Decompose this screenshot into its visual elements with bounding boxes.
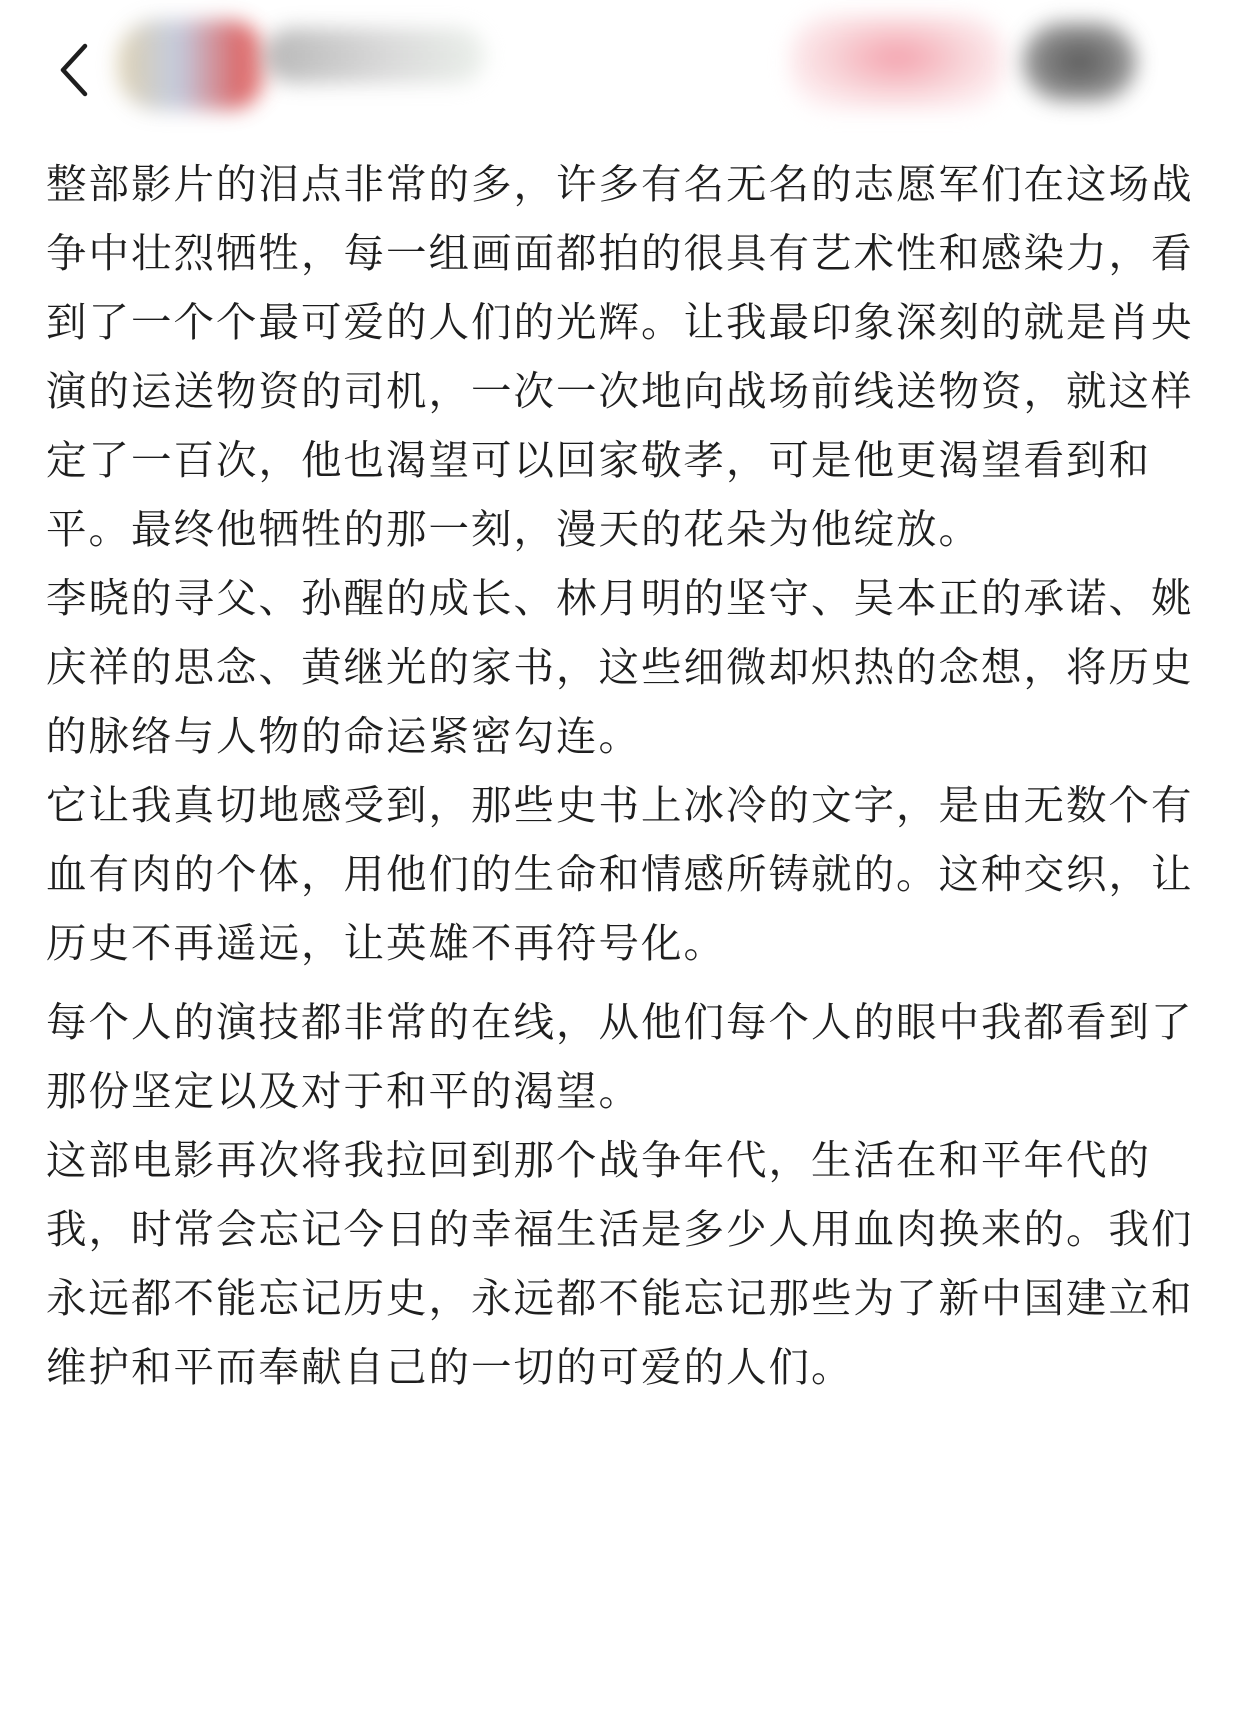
post-paragraph: 整部影片的泪点非常的多，许多有名无名的志愿军们在这场战争中壮烈牺牲，每一组画面都拍的很具有艺术性和感染力，看到了一个个最可爱的人们的光辉。让我最印象深刻的就是肖央演的运送物资的司机，一次一次地向战场前线送物资，就这样定了一百次，他也渴望可以回家敬孝，可是他更渴望看到和平。最终他牺牲的那一刻，漫天的花朵为他绽放。 xyxy=(46,160,1194,553)
back-button[interactable] xyxy=(44,30,104,110)
redacted-more-button[interactable] xyxy=(1022,22,1137,102)
post-paragraph: 它让我真切地感受到，那些史书上冰冷的文字，是由无数个有血有肉的个体，用他们的生命和情感所铸就的。这种交织，让历史不再遥远，让英雄不再符号化。 xyxy=(46,781,1194,967)
post-paragraph: 李晓的寻父、孙醒的成长、林月明的坚守、吴本正的承诺、姚庆祥的思念、黄继光的家书，这些细微却炽热的念想，将历史的脉络与人物的命运紧密勾连。 xyxy=(46,574,1194,760)
top-bar xyxy=(0,0,1242,150)
post-paragraph: 这部电影再次将我拉回到那个战争年代，生活在和平年代的我，时常会忘记今日的幸福生活是多少人用血肉换来的。我们永远都不能忘记历史，永远都不能忘记那些为了新中国建立和维护和平而奉献自己的一切的可爱的人们。 xyxy=(46,1136,1194,1391)
redacted-avatar[interactable] xyxy=(118,20,268,110)
post-body xyxy=(46,150,1206,1402)
redacted-follow-button[interactable] xyxy=(790,15,1005,110)
post-paragraph: 每个人的演技都非常的在线，从他们每个人的眼中我都看到了那份坚定以及对于和平的渴望。 xyxy=(46,998,1194,1115)
chevron-left-icon xyxy=(57,41,91,99)
redacted-username[interactable] xyxy=(265,28,485,83)
